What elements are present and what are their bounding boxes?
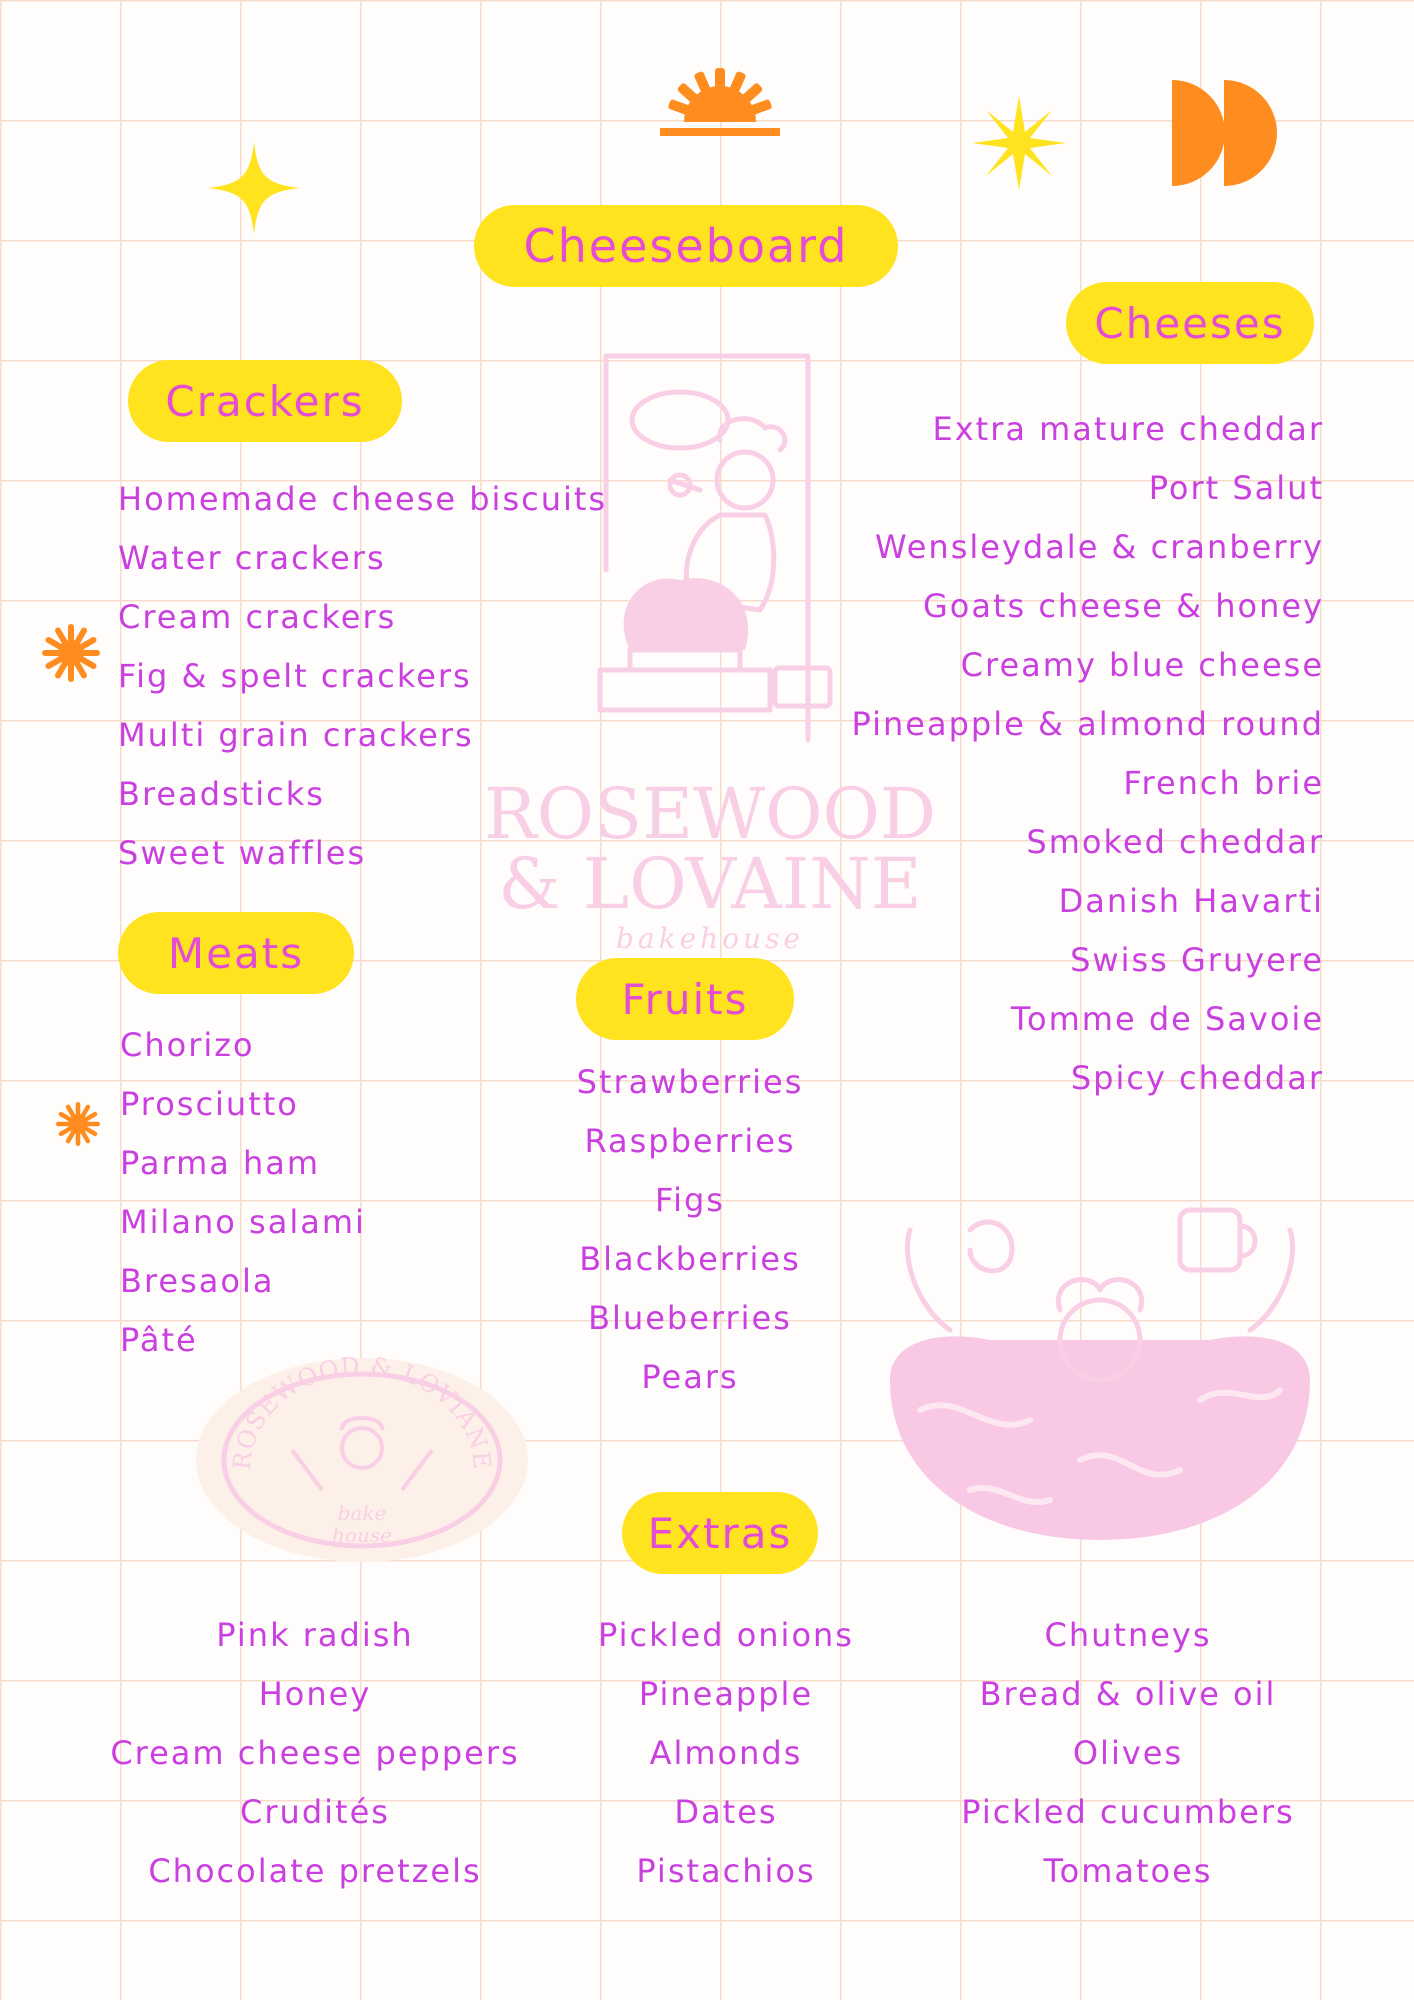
list-item: Fig & spelt crackers <box>118 657 472 695</box>
list-item: Olives <box>1072 1734 1184 1772</box>
list-item: Extra mature cheddar <box>932 410 1324 448</box>
list-item: Strawberries <box>576 1063 804 1101</box>
list-item: Port Salut <box>1148 469 1324 507</box>
list-item: Wensleydale & cranberry <box>874 528 1324 566</box>
fruits-heading-pill <box>576 958 794 1040</box>
extras-list-col3 <box>940 1606 1316 1901</box>
list-item: Cream crackers <box>118 598 397 636</box>
meats-heading-pill <box>118 912 354 994</box>
list-item: Chorizo <box>120 1026 255 1064</box>
list-item: Smoked cheddar <box>1026 823 1324 861</box>
extras-list-col1 <box>100 1606 530 1901</box>
crackers-heading-pill <box>128 360 402 442</box>
list-item: Homemade cheese biscuits <box>118 480 608 518</box>
stamp-inner-text-1: bake <box>337 1501 387 1525</box>
burst-star-icon <box>972 96 1066 190</box>
list-item: Pâté <box>120 1321 198 1359</box>
list-item: Blueberries <box>588 1299 792 1337</box>
list-item: Pears <box>641 1358 739 1396</box>
half-sun-icon <box>658 66 782 136</box>
extras-heading: Extras <box>647 1508 793 1558</box>
list-item: Almonds <box>649 1734 803 1772</box>
orange-flower-icon <box>42 624 100 682</box>
list-item: Cream cheese peppers <box>110 1734 520 1772</box>
list-item: Prosciutto <box>120 1085 299 1123</box>
list-item: Bresaola <box>120 1262 275 1300</box>
list-item: Spicy cheddar <box>1070 1059 1324 1097</box>
list-item: Danish Havarti <box>1058 882 1324 920</box>
list-item: Pistachios <box>636 1852 816 1890</box>
list-item: French brie <box>1123 764 1324 802</box>
meats-list <box>120 1016 480 1370</box>
list-item: Raspberries <box>584 1122 796 1160</box>
stamp-inner-text-2: house <box>332 1523 392 1547</box>
list-item: Swiss Gruyere <box>1070 941 1324 979</box>
watermark-title-1: ROSEWOOD <box>484 773 936 855</box>
list-item: Pink radish <box>216 1616 414 1654</box>
sparkle-star-icon <box>208 142 300 234</box>
crackers-list <box>118 470 608 883</box>
cheeses-list <box>820 400 1324 1108</box>
list-item: Crudités <box>240 1793 390 1831</box>
list-item: Honey <box>258 1675 372 1713</box>
watermark-subtitle: bakehouse <box>615 922 805 955</box>
cheeses-heading: Cheeses <box>1094 298 1286 348</box>
baker-illustration <box>570 350 840 750</box>
list-item: Tomatoes <box>1043 1852 1213 1890</box>
list-item: Tomme de Savoie <box>1010 1000 1324 1038</box>
list-item: Pickled onions <box>598 1616 854 1654</box>
list-item: Goats cheese & honey <box>922 587 1324 625</box>
page-title: Cheeseboard <box>523 219 849 273</box>
list-item: Chocolate pretzels <box>148 1852 482 1890</box>
list-item: Figs <box>655 1181 725 1219</box>
crackers-heading: Crackers <box>165 376 365 426</box>
fruits-heading: Fruits <box>621 974 749 1024</box>
orange-flower-icon <box>56 1102 100 1146</box>
list-item: Water crackers <box>118 539 386 577</box>
meats-heading: Meats <box>167 928 305 978</box>
list-item: Chutneys <box>1044 1616 1212 1654</box>
list-item: Multi grain crackers <box>118 716 474 754</box>
list-item: Pineapple <box>638 1675 814 1713</box>
list-item: Dates <box>674 1793 778 1831</box>
list-item: Sweet waffles <box>118 834 367 872</box>
watermark-title-2: & LOVAINE <box>498 843 922 925</box>
list-item: Breadsticks <box>118 775 325 813</box>
list-item: Pineapple & almond round <box>851 705 1324 743</box>
extras-heading-pill <box>622 1492 818 1574</box>
fruits-list <box>540 1053 840 1407</box>
stamp-ring-text: ROSEWOOD & LOVIANE <box>227 1351 497 1472</box>
list-item: Milano salami <box>120 1203 366 1241</box>
list-item: Bread & olive oil <box>979 1675 1277 1713</box>
list-item: Parma ham <box>120 1144 321 1182</box>
extras-list-col2 <box>556 1606 896 1901</box>
list-item: Blackberries <box>579 1240 801 1278</box>
title-pill <box>474 205 898 287</box>
list-item: Creamy blue cheese <box>960 646 1324 684</box>
double-semicircle-icon <box>1172 80 1280 186</box>
cup-bowl-illustration <box>880 1190 1320 1550</box>
list-item: Pickled cucumbers <box>961 1793 1295 1831</box>
cheeses-heading-pill <box>1066 282 1314 364</box>
